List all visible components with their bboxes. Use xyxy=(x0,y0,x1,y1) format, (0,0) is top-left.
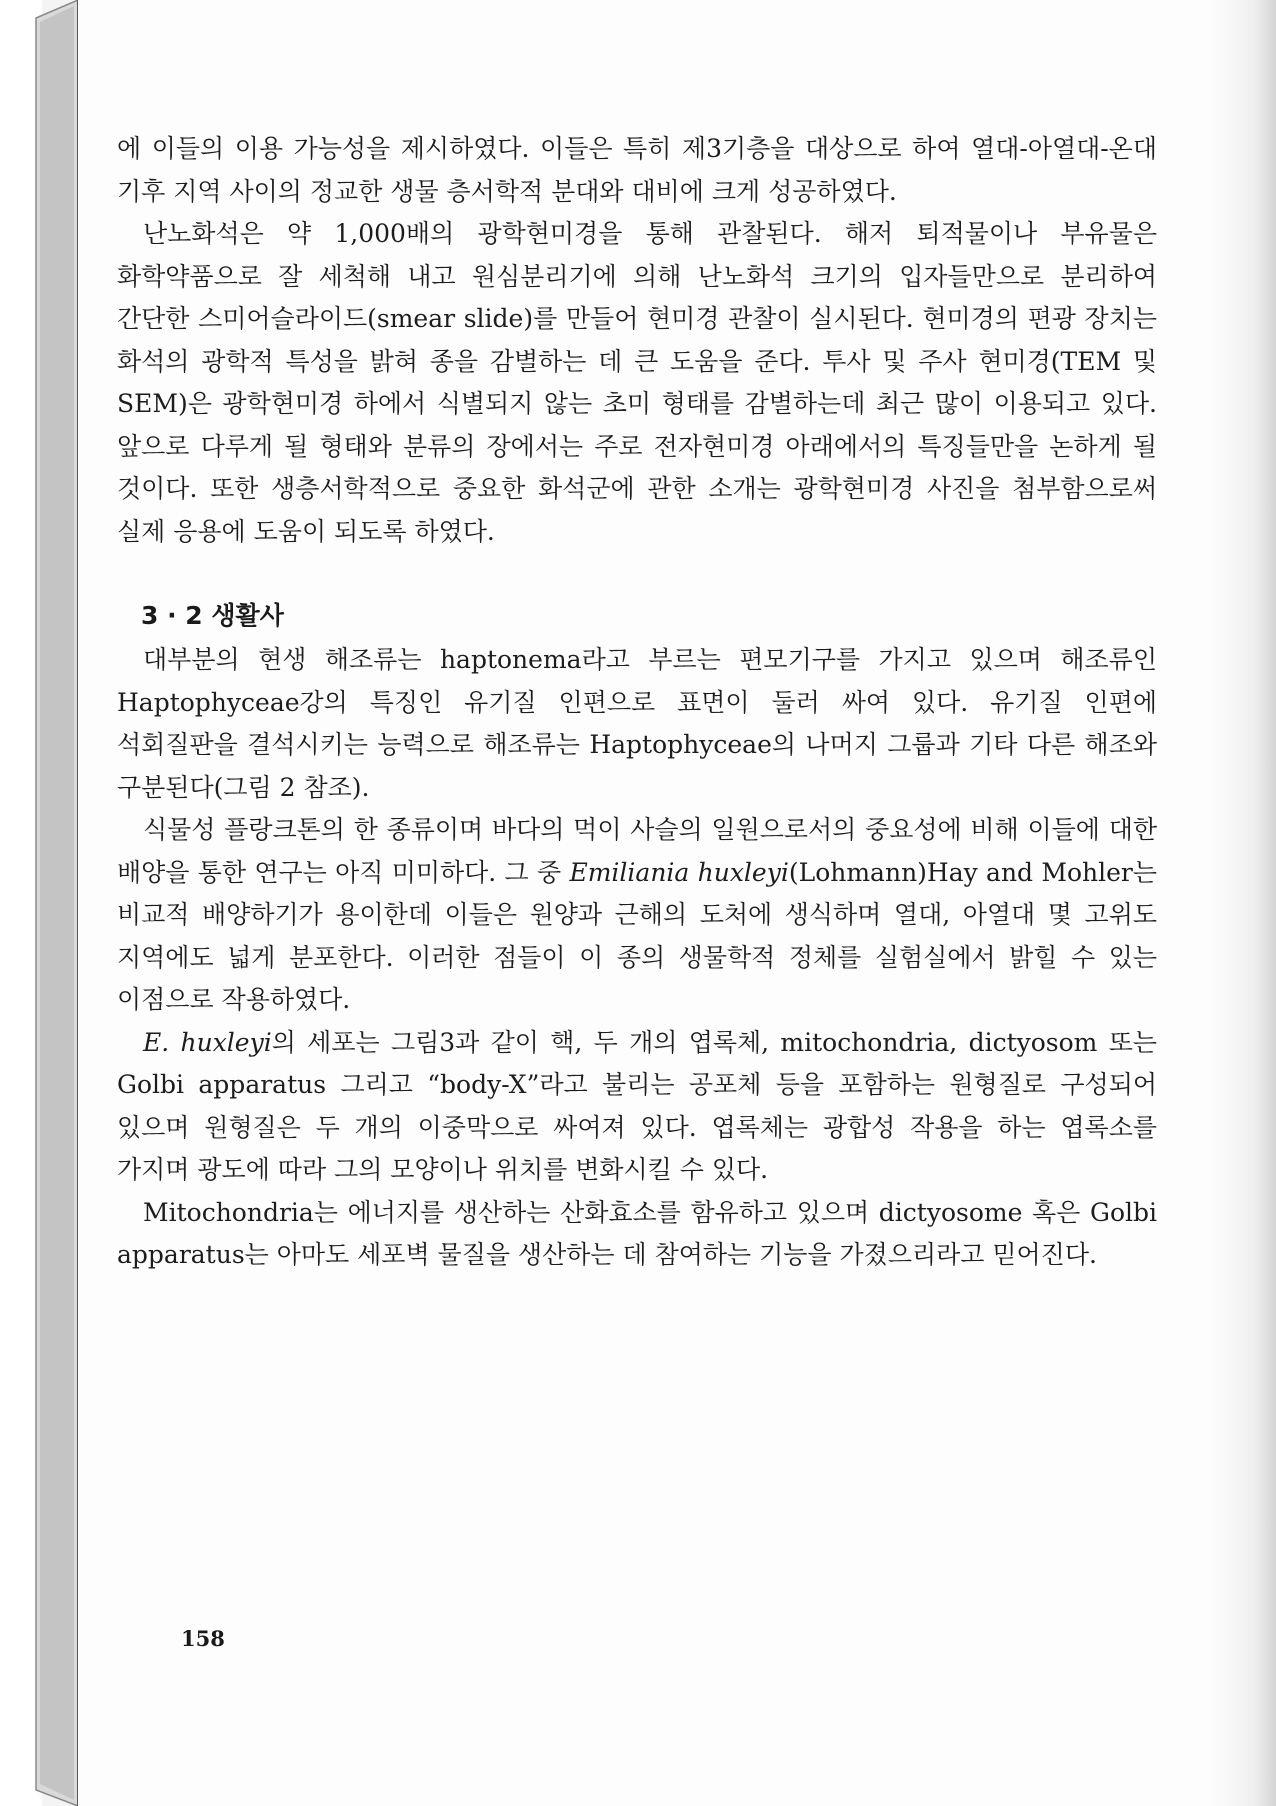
para3-text-after: 의 세포는 그림3과 같이 핵, 두 개의 엽록체, mitochondria, dictyosom 또는 Golbi apparatus 그리고 “body-X”라고 불리는 공포체 등을 포함하는 원형질로 구성되어 있으며 원형질은 두 개의 이중막으로 싸여져 있다. 엽록체는 광합성 작용을 하는 엽록소를 가지며 광도에 따라 그의 모양이나 위치를 변화시킬 수 있다. xyxy=(117,1027,1157,1184)
book-spine xyxy=(0,0,80,1806)
section-paragraph-4: Mitochondria는 에너지를 생산하는 산화효소를 함유하고 있으며 dictyosome 혹은 Golbi apparatus는 아마도 세포벽 물질을 생산하는 데 참여하는 기능을 가졌으리라고 믿어진다. xyxy=(117,1197,1157,1269)
page-content xyxy=(117,128,1157,1277)
species-name-full: Emiliania huxleyi xyxy=(569,857,789,887)
species-name-abbrev: E. huxleyi xyxy=(143,1027,272,1057)
para2-text-after: (Lohmann)Hay and Mohler는 비교적 배양하기가 용이한데 이들은 원양과 근해의 도처에 생식하며 열대, 아열대 몇 고위도 지역에도 넓게 분포한다. 이러한 점들이 이 종의 생물학적 정체를 실험실에서 밝힐 수 있는 이점으로 작용하였다. xyxy=(117,857,1158,1014)
section-paragraph-1: 대부분의 현생 해조류는 haptonema라고 부르는 편모기구를 가지고 있으며 해조류인 Haptophyceae강의 특징인 유기질 인편으로 표면이 둘러 싸여 있다. 유기질 인편에 석회질판을 결석시키는 능력으로 해조류는 Haptophyceae의 나머지 그룹과 기타 다른 해조와 구분된다(그림 2 참조). xyxy=(117,645,1157,802)
page-number: 158 xyxy=(181,1626,225,1651)
section-paragraph-3 xyxy=(117,1022,1157,1192)
section-heading: 3 · 2 생활사 xyxy=(141,601,284,630)
page-edge-shadow xyxy=(1206,0,1276,1806)
intro-paragraph-2: 난노화석은 약 1,000배의 광학현미경을 통해 관찰된다. 해저 퇴적물이나 부유물은 화학약품으로 잘 세척해 내고 원심분리기에 의해 난노화석 크기의 입자들만으로 분리하여 간단한 스미어슬라이드(smear slide)를 만들어 현미경 관찰이 실시된다. 현미경의 편광 장치는 화석의 광학적 특성을 밝혀 종을 감별하는 데 큰 도움을 준다. 투사 및 주사 현미경(TEM 및 SEM)은 광학현미경 하에서 식별되지 않는 초미 형태를 감별하는데 최근 많이 이용되고 있다. 앞으로 다루게 될 형태와 분류의 장에서는 주로 전자현미경 아래에서의 특징들만을 논하게 될 것이다. 또한 생층서학적으로 중요한 화석군에 관한 소개는 광학현미경 사진을 첨부함으로써 실제 응용에 도움이 되도록 하였다. xyxy=(117,219,1157,546)
para2-text-before: 식물성 플랑크톤의 한 종류이며 바다의 먹이 사슬의 일원으로서의 중요성에 비해 이들에 대한 배양을 통한 연구는 아직 미미하다. 그 중 xyxy=(117,815,1157,887)
section-paragraph-2 xyxy=(117,809,1157,1022)
intro-paragraph-1: 에 이들의 이용 가능성을 제시하였다. 이들은 특히 제3기층을 대상으로 하여 열대-아열대-온대 기후 지역 사이의 정교한 생물 층서학적 분대와 대비에 크게 성공하였다. xyxy=(117,134,1157,206)
